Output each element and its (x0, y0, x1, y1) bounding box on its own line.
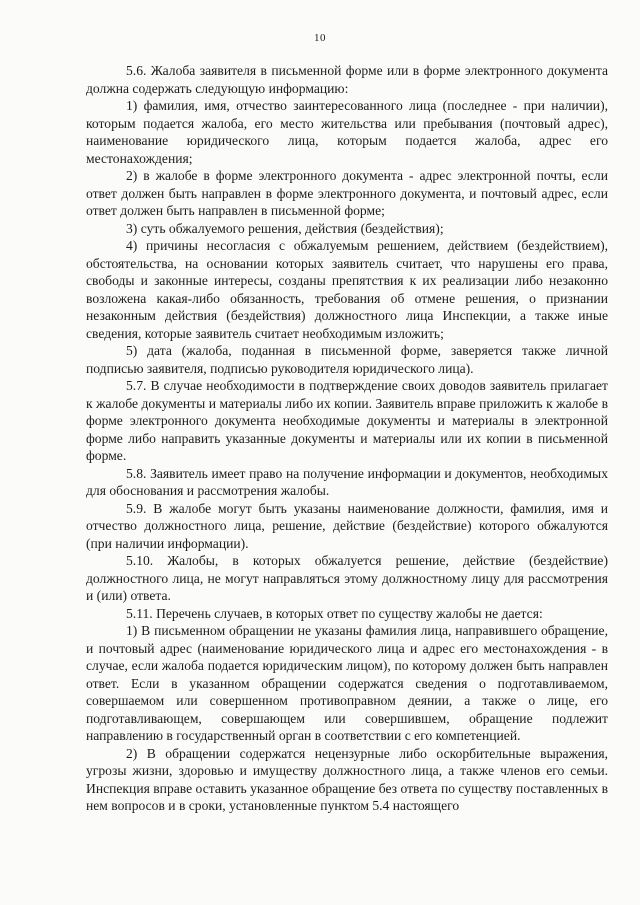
case-item-1: 1) В письменном обращении не указаны фамилия лица, направившего обращение, и почтовый адрес (наименование юридического лица и адрес его местонахождения - в случае, если жалоба подается юридическим лицом), по которому должен быть направлен ответ. Если в указанном обращении содержатся сведения о подготавливаемом, совершаемом или совершенном противоправном деянии, а также о лице, его подготавливающем, совершающем или совершившем, обращение подлежит направлению в государственный орган в соответствии с его компетенцией. (86, 623, 608, 743)
paragraph-5-11: 5.11. Перечень случаев, в которых ответ по существу жалобы не дается: (126, 605, 543, 621)
paragraph-5-7: 5.7. В случае необходимости в подтверждение своих доводов заявитель прилагает к жалобе документы и материалы либо их копии. Заявитель вправе приложить к жалобе в форме электронного документа необходимые документы и материалы в электронной форме либо направить указанные документы и материалы или их копии в письменной форме. (86, 378, 608, 463)
paragraph-5-9: 5.9. В жалобе могут быть указаны наименование должности, фамилия, имя и отчество должностного лица, решение, действие (бездействие) которого обжалуются (при наличии информации). (86, 500, 608, 551)
page-number: 10 (314, 32, 326, 44)
list-item-1: 1) фамилия, имя, отчество заинтересованного лица (последнее - при наличии), которым подается жалоба, его место жительства или пребывания (почтовый адрес), наименование юридического лица, которым подается жалоба, адрес его местонахождения; (86, 98, 608, 166)
case-item-2: 2) В обращении содержатся нецензурные либо оскорбительные выражения, угрозы жизни, здоровью и имуществу должностного лица, а также членов его семьи. Инспекция вправе оставить указанное обращение без ответа по существу поставленных в нем вопросов и в сроки, установленные пунктом 5.4 настоящего (86, 745, 608, 813)
list-item-2: 2) в жалобе в форме электронного документа - адрес электронной почты, если ответ должен быть направлен в форме электронного документа, и почтовый адрес, если ответ должен быть направлен в письменной форме; (86, 168, 608, 218)
list-item-4: 4) причины несогласия с обжалуемым решением, действием (бездействием), обстоятельства, на основании которых заявитель считает, что нарушены его права, свободы и законные интересы, созданы препятствия к их реализации либо незаконно возложена какая-либо обязанность, требования об отмене решения, о признании незаконным действия (бездействия) должностного лица Инспекции, а также иные сведения, которые заявитель считает необходимым изложить; (86, 238, 608, 341)
document-body (86, 62, 608, 815)
paragraph-5-8: 5.8. Заявитель имеет право на получение информации и документов, необходимых для обоснования и рассмотрения жалобы. (86, 465, 608, 498)
list-item-3: 3) суть обжалуемого решения, действия (бездействия); (126, 220, 444, 236)
paragraph-5-6: 5.6. Жалоба заявителя в письменной форме или в форме электронного документа должна содержать следующую информацию: (86, 63, 608, 96)
list-item-5: 5) дата (жалоба, поданная в письменной форме, заверяется также личной подписью заявителя, подписью руководителя юридического лица). (86, 343, 608, 376)
paragraph-5-10: 5.10. Жалобы, в которых обжалуется решение, действие (бездействие) должностного лица, не могут направляться этому должностному лицу для рассмотрения и (или) ответа. (86, 553, 608, 603)
